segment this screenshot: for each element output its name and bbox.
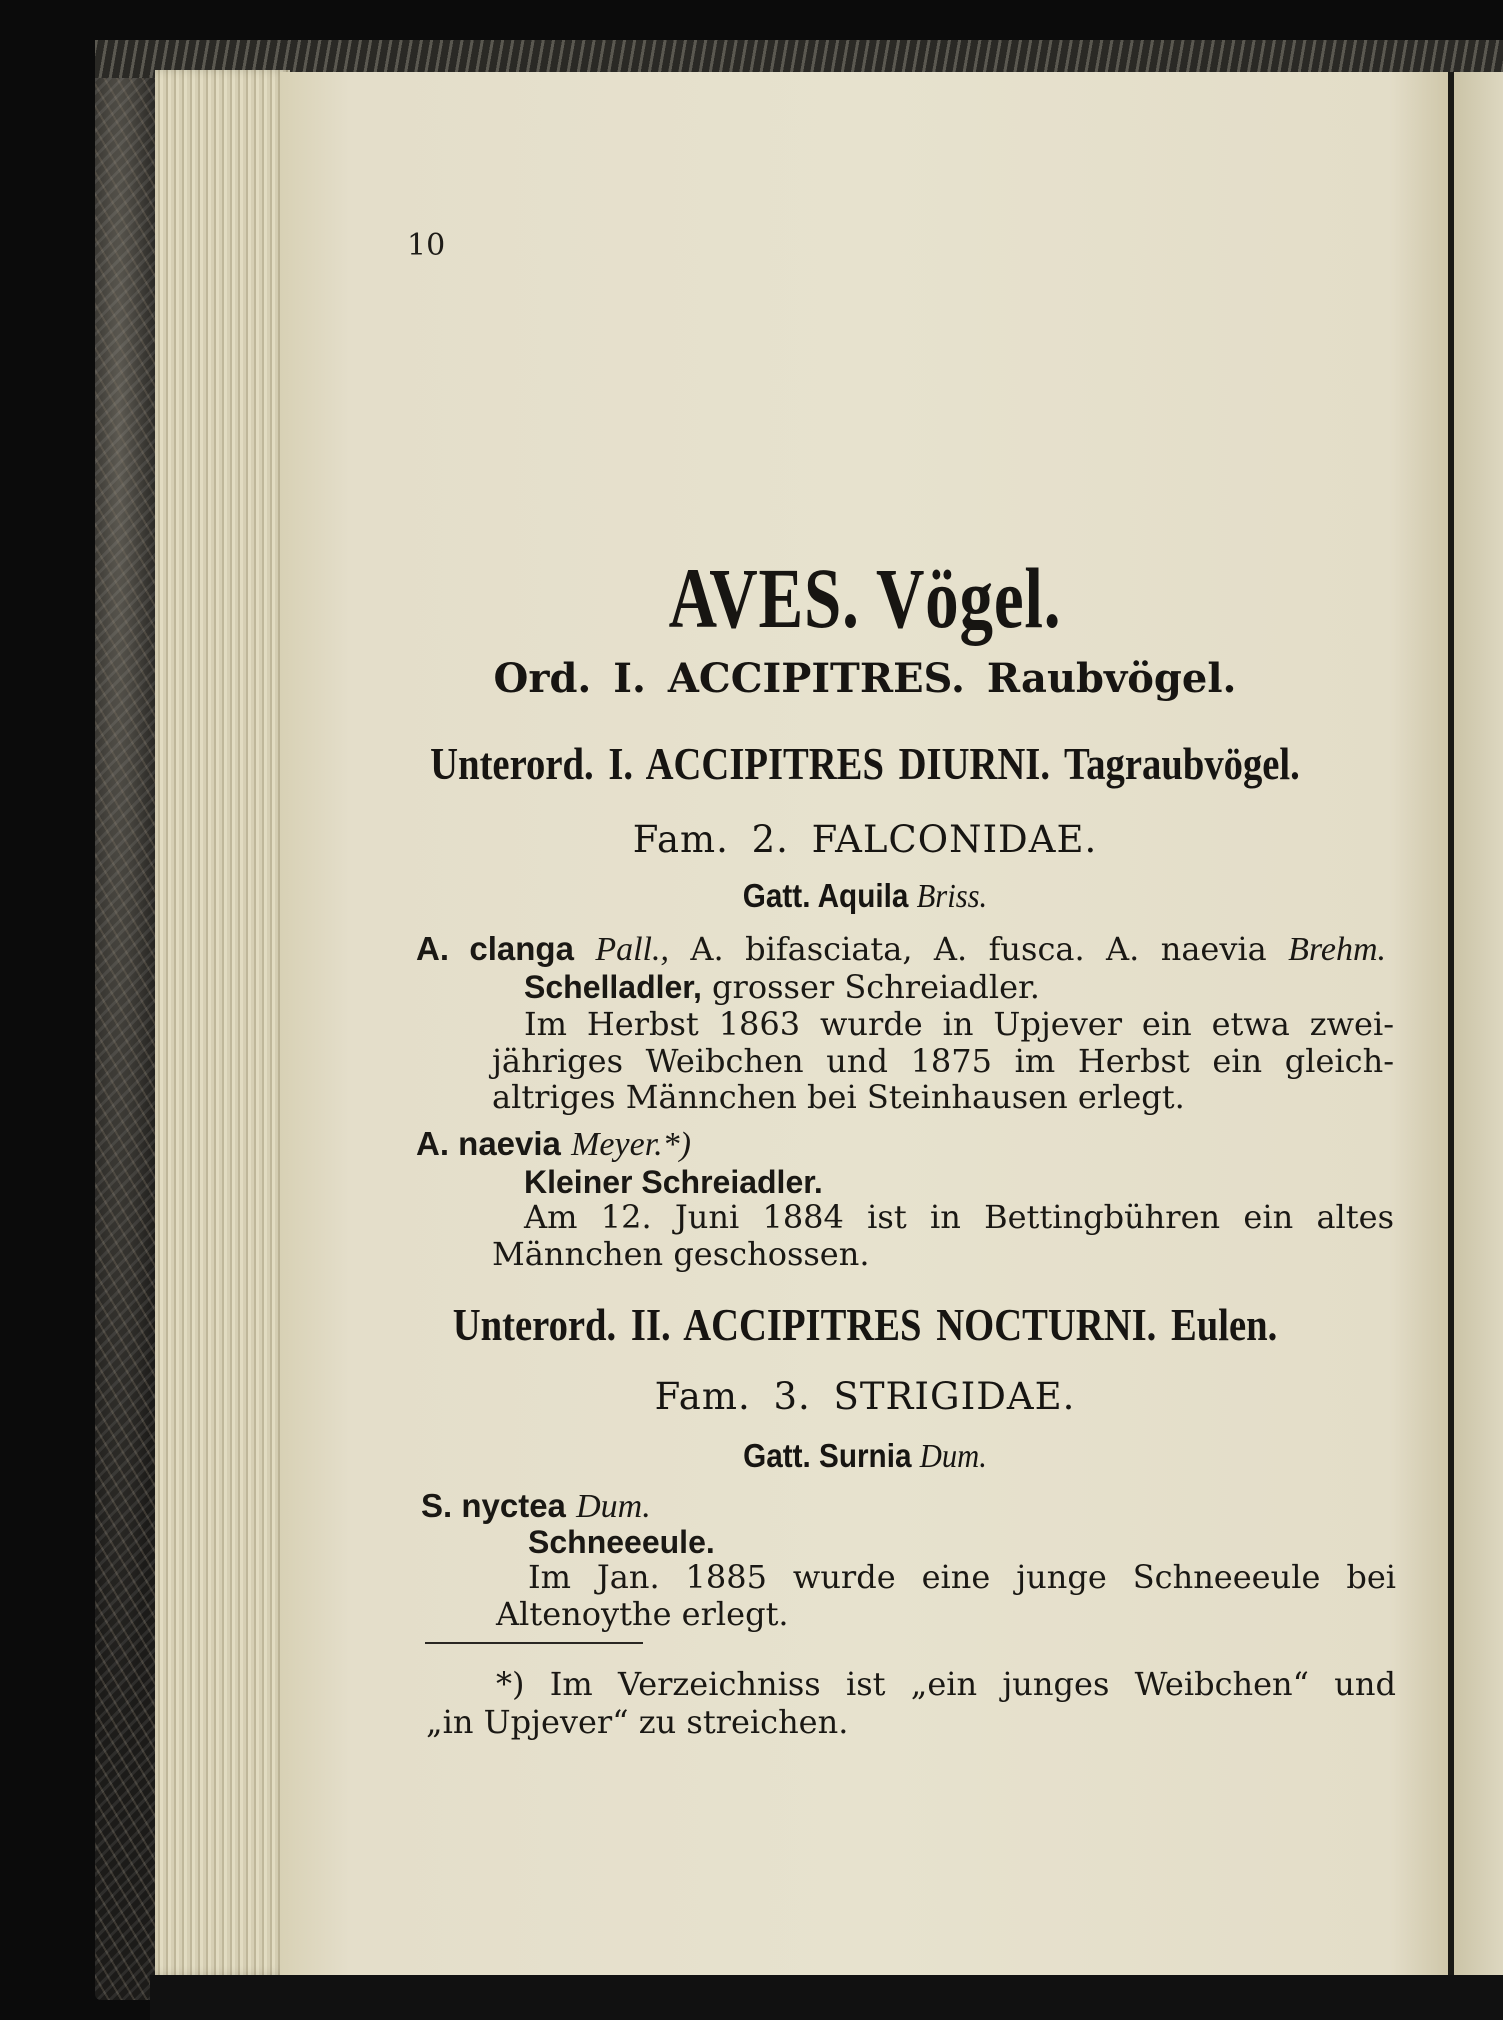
scan-bottom-border [150, 1975, 1503, 2020]
text-line: Am 12. Juni 1884 ist in Bettingbühren ein altes [524, 1198, 1394, 1236]
common-name-line [524, 968, 1040, 1006]
text-line: Männchen geschossen. [492, 1235, 870, 1273]
page-number: 10 [407, 228, 446, 263]
common-name-line [524, 1163, 823, 1201]
common-name-rest: grosser Schreiadler. [712, 968, 1040, 1006]
species-entry-naevia [416, 1125, 691, 1164]
genus-label: Gatt. Aquila [742, 877, 909, 914]
genus-heading-aquila [384, 877, 1347, 916]
common-name: Kleiner Schreiadler. [524, 1164, 823, 1200]
facing-page-edge [1454, 72, 1503, 1975]
species-name: S. nyctea [421, 1487, 566, 1524]
synonym-author: Brehm. [1288, 931, 1387, 968]
suborder-heading-nocturnal: Unterord. II. ACCIPITRES NOCTURNI. Eulen. [452, 1299, 1278, 1350]
genus-author: Dum. [919, 1438, 987, 1475]
genus-author: Briss. [916, 878, 988, 915]
text-line: Im Jan. 1885 wurde eine junge Schneeeule bei [528, 1558, 1396, 1596]
class-title: AVES. Vögel. [668, 550, 1062, 646]
species-author: Pall., [595, 931, 670, 968]
footnote-line: *) Im Verzeichniss ist „ein junges Weibchen“ und [496, 1665, 1396, 1703]
order-heading: Ord. I. ACCIPITRES. Raubvögel. [493, 655, 1237, 702]
text-line: Im Herbst 1863 wurde in Upjever ein etwa zwei- [524, 1005, 1394, 1043]
species-synonyms: A. bifasciata, A. fusca. A. naevia [690, 930, 1267, 968]
family-heading-strigidae: Fam. 3. STRIGIDAE. [654, 1375, 1076, 1418]
footnote-line: „in Upjever“ zu streichen. [426, 1703, 849, 1741]
suborder-heading-diurnal: Unterord. I. ACCIPITRES DIURNI. Tagraubvögel. [430, 738, 1300, 789]
footnote-rule [425, 1642, 643, 1644]
species-entry-clanga [416, 930, 1386, 969]
species-author: Dum. [576, 1488, 651, 1525]
family-heading-falconidae: Fam. 2. FALCONIDAE. [632, 818, 1098, 861]
species-name: A. naevia [416, 1125, 561, 1162]
common-name: Schelladler, [524, 969, 702, 1005]
text-line: altriges Männchen bei Steinhausen erlegt. [492, 1078, 1185, 1116]
species-entry-nyctea [421, 1487, 651, 1526]
common-name-line [528, 1523, 715, 1561]
text-line: Altenoythe erlegt. [496, 1595, 789, 1633]
species-name: A. clanga [416, 930, 574, 967]
species-author: Meyer.*) [571, 1126, 691, 1163]
genus-label: Gatt. Surnia [743, 1437, 912, 1474]
page-stack-edge [155, 70, 290, 1975]
genus-heading-surnia [384, 1437, 1347, 1476]
common-name: Schneeeule. [528, 1524, 715, 1560]
text-line: jähriges Weibchen und 1875 im Herbst ein gleich- [492, 1042, 1394, 1080]
